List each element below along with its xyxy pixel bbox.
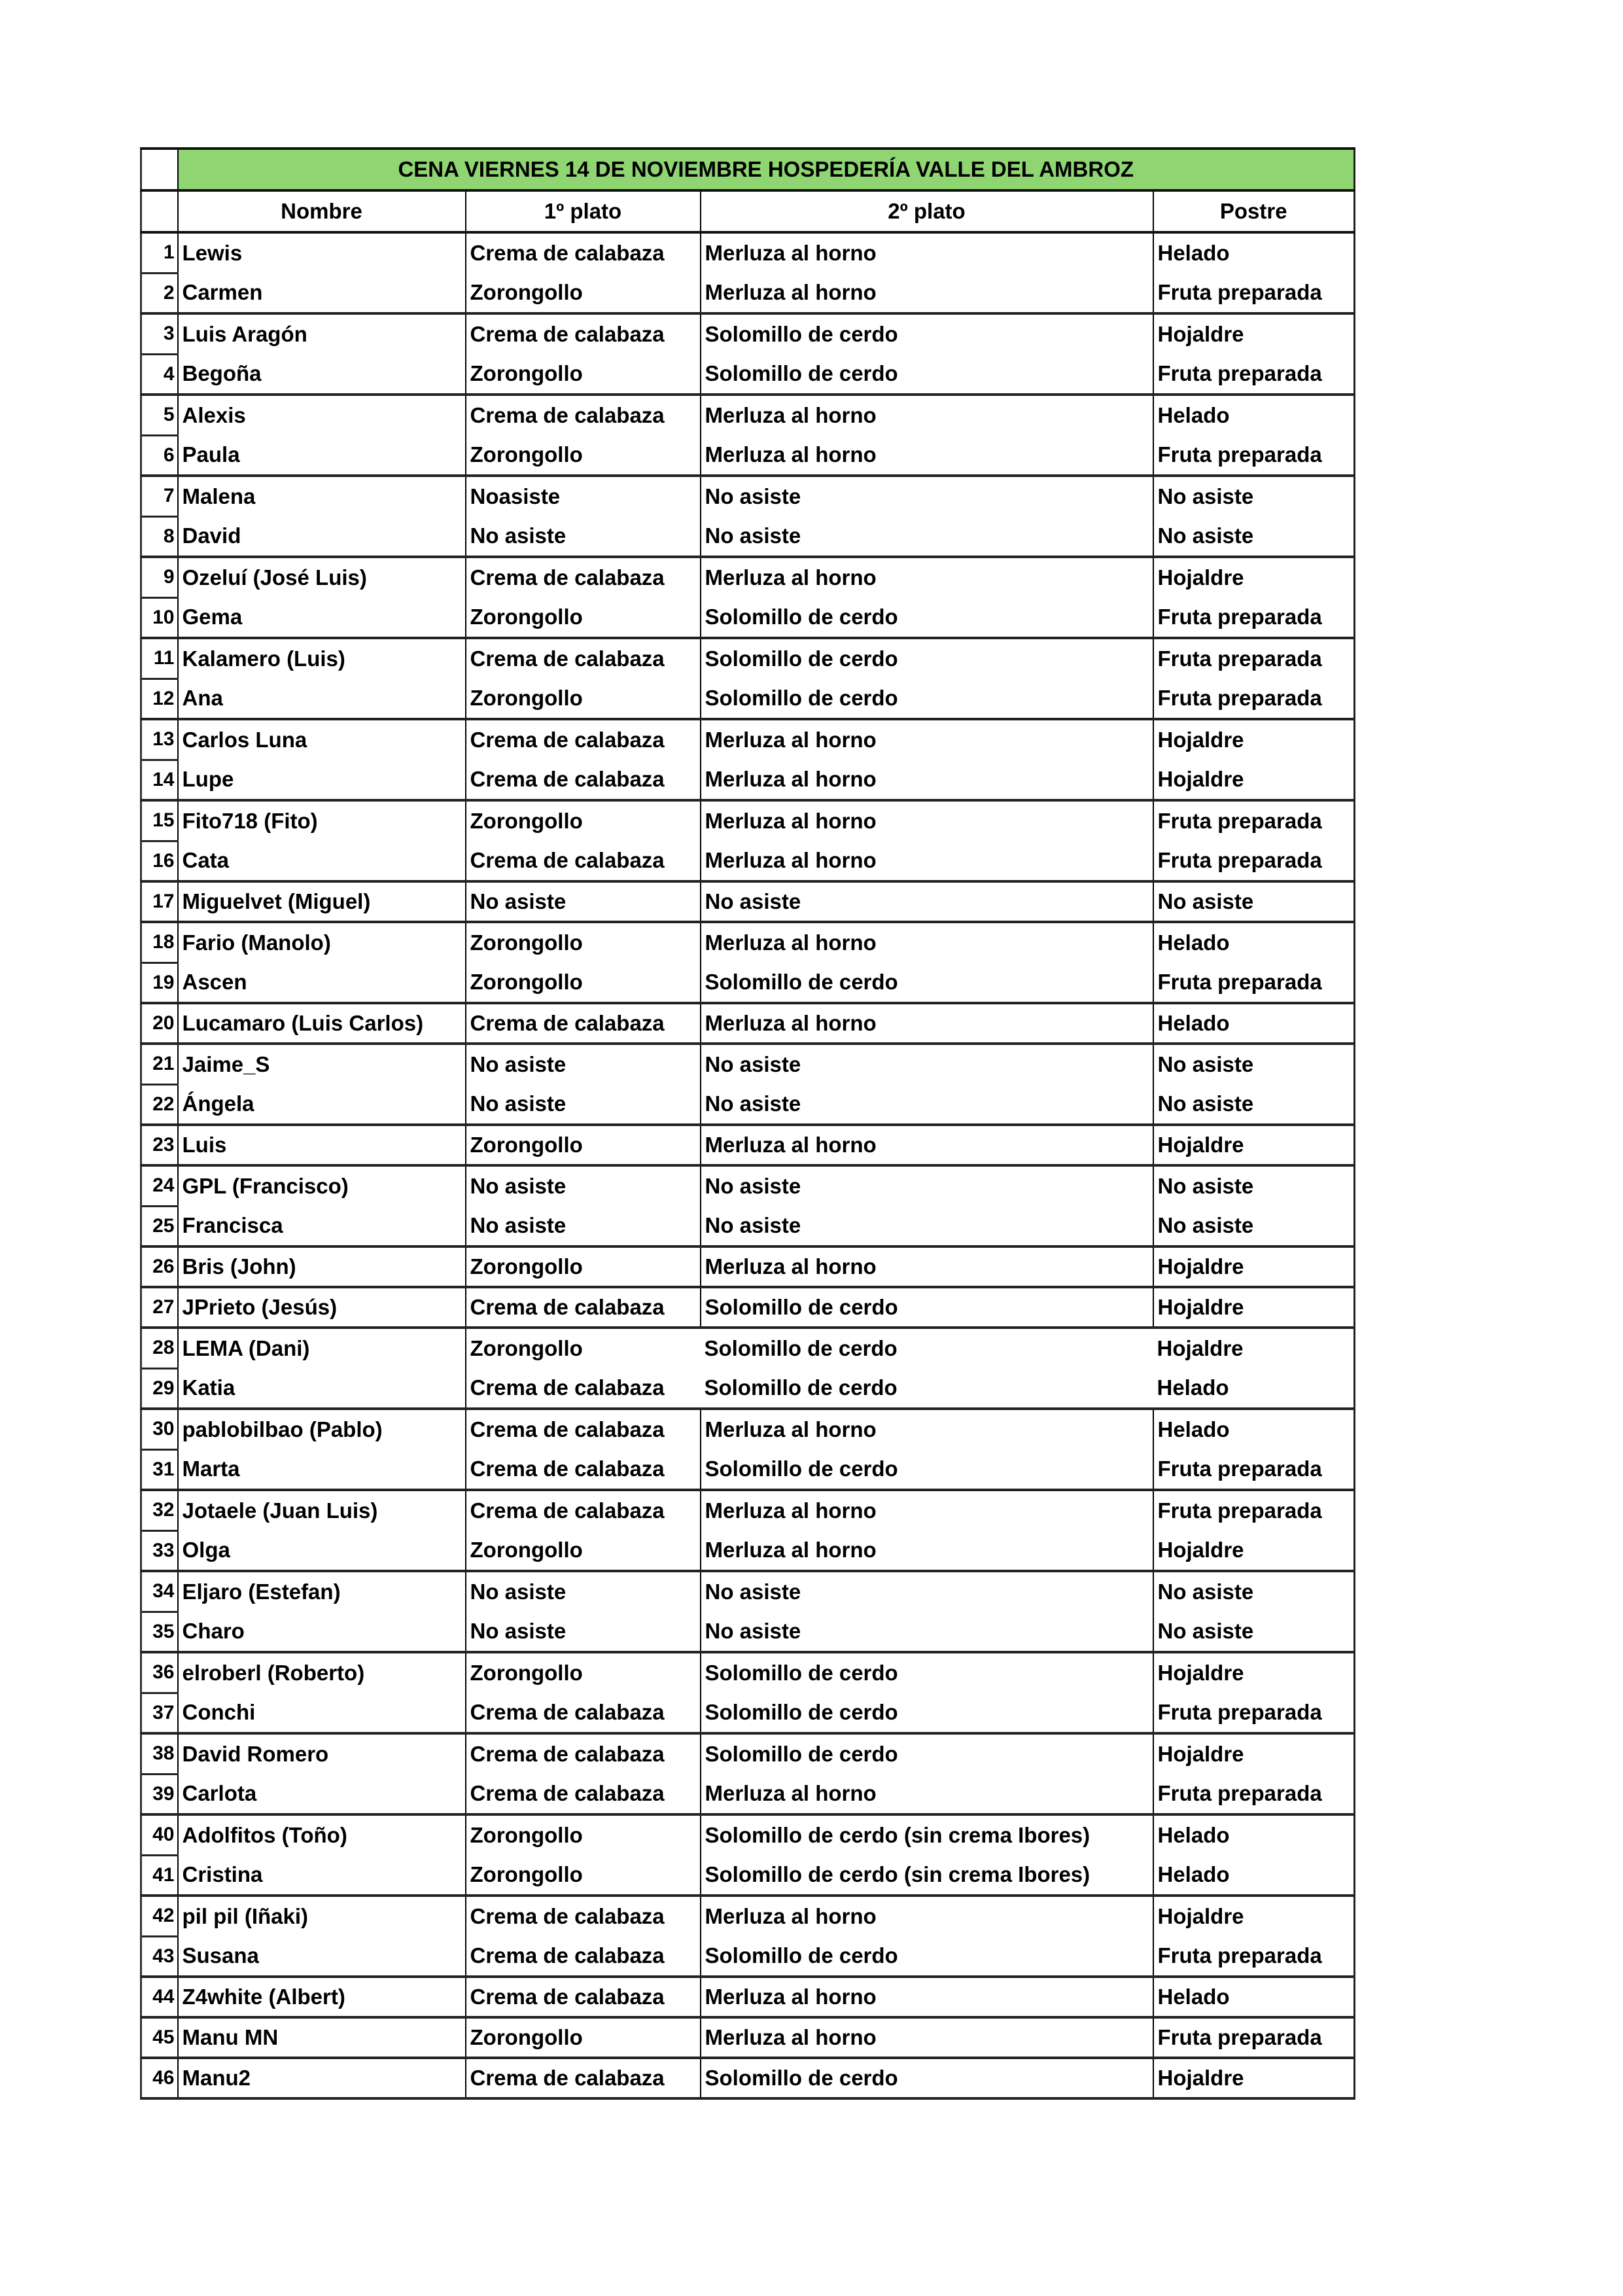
first-course-cell: Crema de calabaza	[466, 1977, 701, 2017]
first-course-cell: Crema de calabaza	[466, 1490, 701, 1530]
name-cell: Ángela	[178, 1084, 466, 1125]
second-course-cell: Merluza al horno	[701, 232, 1153, 273]
first-course-cell: Zorongollo	[466, 1125, 701, 1165]
first-course-cell: Zorongollo	[466, 1814, 701, 1855]
dessert-cell: Helado	[1153, 1409, 1355, 1449]
table-row	[141, 1490, 1355, 1530]
second-course-cell: Merluza al horno	[701, 1125, 1153, 1165]
row-number: 7	[141, 476, 178, 516]
dessert-cell: Hojaldre	[1153, 1733, 1355, 1774]
dessert-cell: Hojaldre	[1153, 760, 1355, 800]
table-row	[141, 881, 1355, 922]
corner-cell	[141, 149, 178, 190]
table-row	[141, 395, 1355, 435]
row-number: 18	[141, 922, 178, 963]
table-row	[141, 354, 1355, 395]
table-row	[141, 1693, 1355, 1733]
second-course-cell: Merluza al horno	[701, 922, 1153, 963]
second-course-cell: Merluza al horno	[701, 1490, 1153, 1530]
name-cell: Cata	[178, 841, 466, 881]
dessert-cell: No asiste	[1153, 516, 1355, 557]
dessert-cell: Hojaldre	[1153, 1246, 1355, 1287]
name-cell: Fario (Manolo)	[178, 922, 466, 963]
second-course-cell: Merluza al horno	[701, 719, 1153, 760]
table-row	[141, 1084, 1355, 1125]
second-course-cell: Merluza al horno	[701, 1774, 1153, 1814]
row-number: 8	[141, 516, 178, 557]
row-number: 37	[141, 1693, 178, 1733]
name-cell: Miguelvet (Miguel)	[178, 881, 466, 922]
first-course-cell: Crema de calabaza	[466, 1936, 701, 1977]
table-row	[141, 597, 1355, 638]
first-course-cell: Zorongollo	[466, 597, 701, 638]
row-number: 29	[141, 1368, 178, 1409]
second-course-cell: No asiste	[701, 881, 1153, 922]
row-number: 21	[141, 1044, 178, 1084]
first-course-cell: Zorongollo	[466, 1652, 701, 1693]
column-header-row	[141, 190, 1355, 232]
dessert-cell: No asiste	[1153, 1206, 1355, 1246]
dessert-cell: No asiste	[1153, 476, 1355, 516]
row-number: 42	[141, 1896, 178, 1936]
name-cell: LEMA (Dani)	[178, 1328, 466, 1368]
dessert-cell: Fruta preparada	[1153, 273, 1355, 313]
name-cell: Lewis	[178, 232, 466, 273]
table-row	[141, 1246, 1355, 1287]
name-cell: Manu2	[178, 2058, 466, 2098]
row-number: 6	[141, 435, 178, 476]
name-cell: GPL (Francisco)	[178, 1165, 466, 1206]
table-row	[141, 2058, 1355, 2098]
table-body	[141, 232, 1355, 2098]
second-course-cell: Merluza al horno	[701, 1409, 1153, 1449]
row-number: 4	[141, 354, 178, 395]
name-cell: Francisca	[178, 1206, 466, 1246]
first-course-cell: Crema de calabaza	[466, 841, 701, 881]
table-row	[141, 1571, 1355, 1612]
column-header-plato1: 1º plato	[466, 190, 701, 232]
dessert-cell: Fruta preparada	[1153, 1693, 1355, 1733]
dessert-cell: Hojaldre	[1153, 1328, 1355, 1368]
table-row	[141, 1287, 1355, 1328]
table-row	[141, 1003, 1355, 1044]
row-number: 41	[141, 1855, 178, 1896]
name-cell: Ana	[178, 679, 466, 719]
dessert-cell: Helado	[1153, 1368, 1355, 1409]
second-course-cell: No asiste	[701, 1044, 1153, 1084]
table-row	[141, 1125, 1355, 1165]
first-course-cell: Crema de calabaza	[466, 395, 701, 435]
first-course-cell: Zorongollo	[466, 273, 701, 313]
row-number: 36	[141, 1652, 178, 1693]
dessert-cell: Hojaldre	[1153, 1896, 1355, 1936]
second-course-cell: Solomillo de cerdo	[701, 1693, 1153, 1733]
name-cell: pablobilbao (Pablo)	[178, 1409, 466, 1449]
table-row	[141, 1936, 1355, 1977]
name-cell: Olga	[178, 1530, 466, 1571]
name-cell: Carmen	[178, 273, 466, 313]
table-row	[141, 760, 1355, 800]
second-course-cell: Solomillo de cerdo	[701, 354, 1153, 395]
table-row	[141, 516, 1355, 557]
row-number: 26	[141, 1246, 178, 1287]
dessert-cell: Fruta preparada	[1153, 435, 1355, 476]
second-course-cell: Merluza al horno	[701, 1246, 1153, 1287]
first-course-cell: Noasiste	[466, 476, 701, 516]
first-course-cell: Crema de calabaza	[466, 232, 701, 273]
table-row	[141, 1652, 1355, 1693]
table-row	[141, 1612, 1355, 1652]
name-cell: Kalamero (Luis)	[178, 638, 466, 679]
row-number: 44	[141, 1977, 178, 2017]
first-course-cell: Zorongollo	[466, 800, 701, 841]
second-course-cell: Merluza al horno	[701, 435, 1153, 476]
row-number: 40	[141, 1814, 178, 1855]
row-number: 1	[141, 232, 178, 273]
dessert-cell: Fruta preparada	[1153, 1449, 1355, 1490]
dessert-cell: Fruta preparada	[1153, 1936, 1355, 1977]
dessert-cell: Hojaldre	[1153, 1125, 1355, 1165]
second-course-cell: No asiste	[701, 1084, 1153, 1125]
dessert-cell: Hojaldre	[1153, 313, 1355, 354]
second-course-cell: No asiste	[701, 1571, 1153, 1612]
table-row	[141, 1449, 1355, 1490]
dessert-cell: No asiste	[1153, 1044, 1355, 1084]
row-number: 15	[141, 800, 178, 841]
table-row	[141, 1409, 1355, 1449]
name-cell: Katia	[178, 1368, 466, 1409]
name-cell: Gema	[178, 597, 466, 638]
second-course-cell: Merluza al horno	[701, 1530, 1153, 1571]
table-row	[141, 1774, 1355, 1814]
row-number: 10	[141, 597, 178, 638]
name-cell: Charo	[178, 1612, 466, 1652]
second-course-cell: No asiste	[701, 1206, 1153, 1246]
dessert-cell: Fruta preparada	[1153, 2017, 1355, 2058]
row-number: 28	[141, 1328, 178, 1368]
second-course-cell: No asiste	[701, 476, 1153, 516]
name-cell: Eljaro (Estefan)	[178, 1571, 466, 1612]
first-course-cell: Crema de calabaza	[466, 719, 701, 760]
second-course-cell: Solomillo de cerdo	[701, 313, 1153, 354]
first-course-cell: Zorongollo	[466, 1328, 701, 1368]
table-row	[141, 1733, 1355, 1774]
name-cell: Ascen	[178, 963, 466, 1003]
dessert-cell: Fruta preparada	[1153, 1490, 1355, 1530]
second-course-cell: Merluza al horno	[701, 760, 1153, 800]
first-course-cell: Zorongollo	[466, 1246, 701, 1287]
first-course-cell: Zorongollo	[466, 963, 701, 1003]
table-row	[141, 1896, 1355, 1936]
first-course-cell: Zorongollo	[466, 2017, 701, 2058]
name-cell: David	[178, 516, 466, 557]
first-course-cell: No asiste	[466, 1206, 701, 1246]
dessert-cell: No asiste	[1153, 1612, 1355, 1652]
name-cell: Fito718 (Fito)	[178, 800, 466, 841]
dessert-cell: Fruta preparada	[1153, 679, 1355, 719]
dessert-cell: Fruta preparada	[1153, 597, 1355, 638]
dinner-menu-table	[140, 147, 1355, 2100]
row-number: 3	[141, 313, 178, 354]
second-course-cell: Solomillo de cerdo	[701, 638, 1153, 679]
first-course-cell: Zorongollo	[466, 1530, 701, 1571]
name-cell: Marta	[178, 1449, 466, 1490]
table-row	[141, 800, 1355, 841]
second-course-cell: Solomillo de cerdo (sin crema Ibores)	[701, 1855, 1153, 1896]
second-course-cell: Merluza al horno	[701, 395, 1153, 435]
dessert-cell: Hojaldre	[1153, 1652, 1355, 1693]
table-row	[141, 1855, 1355, 1896]
second-course-cell: No asiste	[701, 1612, 1153, 1652]
name-cell: Manu MN	[178, 2017, 466, 2058]
row-number: 5	[141, 395, 178, 435]
name-cell: Luis Aragón	[178, 313, 466, 354]
row-number: 43	[141, 1936, 178, 1977]
second-course-cell: Merluza al horno	[701, 2017, 1153, 2058]
table-row	[141, 557, 1355, 597]
dessert-cell: Helado	[1153, 1003, 1355, 1044]
name-cell: Begoña	[178, 354, 466, 395]
table-row	[141, 273, 1355, 313]
name-cell: elroberl (Roberto)	[178, 1652, 466, 1693]
row-number: 31	[141, 1449, 178, 1490]
second-course-cell: Solomillo de cerdo	[701, 679, 1153, 719]
name-cell: Paula	[178, 435, 466, 476]
first-course-cell: Zorongollo	[466, 679, 701, 719]
column-header-postre: Postre	[1153, 190, 1355, 232]
name-cell: David Romero	[178, 1733, 466, 1774]
dessert-cell: Hojaldre	[1153, 1287, 1355, 1328]
first-course-cell: Crema de calabaza	[466, 557, 701, 597]
name-cell: Malena	[178, 476, 466, 516]
row-number: 35	[141, 1612, 178, 1652]
dessert-cell: Fruta preparada	[1153, 638, 1355, 679]
row-number: 11	[141, 638, 178, 679]
table-row	[141, 841, 1355, 881]
first-course-cell: Crema de calabaza	[466, 638, 701, 679]
name-cell: Lucamaro (Luis Carlos)	[178, 1003, 466, 1044]
second-course-cell: Solomillo de cerdo	[704, 1375, 898, 1400]
table-row	[141, 1977, 1355, 2017]
name-cell: Jotaele (Juan Luis)	[178, 1490, 466, 1530]
table-row	[141, 719, 1355, 760]
dessert-cell: Fruta preparada	[1153, 963, 1355, 1003]
dessert-cell: No asiste	[1153, 1084, 1355, 1125]
second-course-cell: Merluza al horno	[701, 557, 1153, 597]
second-course-cell: Merluza al horno	[701, 273, 1153, 313]
row-number: 12	[141, 679, 178, 719]
first-course-cell: Crema de calabaza	[466, 1368, 701, 1409]
second-course-cell: No asiste	[701, 1165, 1153, 1206]
dessert-cell: Helado	[1153, 922, 1355, 963]
table-row	[141, 963, 1355, 1003]
row-number: 14	[141, 760, 178, 800]
row-number: 22	[141, 1084, 178, 1125]
second-course-cell: Solomillo de cerdo	[701, 1936, 1153, 1977]
second-course-cell: Merluza al horno	[701, 1977, 1153, 2017]
dessert-cell: Helado	[1153, 232, 1355, 273]
second-course-cell: Solomillo de cerdo	[701, 1733, 1153, 1774]
name-cell: Adolfitos (Toño)	[178, 1814, 466, 1855]
table-row	[141, 1044, 1355, 1084]
table-row	[141, 232, 1355, 273]
name-cell: Conchi	[178, 1693, 466, 1733]
row-number: 23	[141, 1125, 178, 1165]
first-course-cell: No asiste	[466, 1084, 701, 1125]
dessert-cell: Fruta preparada	[1153, 1774, 1355, 1814]
table-row	[141, 435, 1355, 476]
name-cell: Jaime_S	[178, 1044, 466, 1084]
dessert-cell: Hojaldre	[1153, 719, 1355, 760]
first-course-cell: Zorongollo	[466, 354, 701, 395]
first-course-cell: Crema de calabaza	[466, 1287, 701, 1328]
table-row	[141, 1814, 1355, 1855]
first-course-cell: Crema de calabaza	[466, 1693, 701, 1733]
dessert-cell: Fruta preparada	[1153, 800, 1355, 841]
row-number: 39	[141, 1774, 178, 1814]
table-row	[141, 313, 1355, 354]
second-course-cell: Solomillo de cerdo	[701, 2058, 1153, 2098]
first-course-cell: No asiste	[466, 1571, 701, 1612]
table-row	[141, 1165, 1355, 1206]
name-cell: Luis	[178, 1125, 466, 1165]
row-number: 33	[141, 1530, 178, 1571]
first-course-cell: Zorongollo	[466, 1855, 701, 1896]
table-row	[141, 476, 1355, 516]
sheet-title: CENA VIERNES 14 DE NOVIEMBRE HOSPEDERÍA VALLE DEL AMBROZ	[178, 149, 1355, 190]
first-course-cell: Crema de calabaza	[466, 313, 701, 354]
name-cell: pil pil (Iñaki)	[178, 1896, 466, 1936]
first-course-cell: Crema de calabaza	[466, 1733, 701, 1774]
row-number: 13	[141, 719, 178, 760]
second-course-cell: No asiste	[701, 516, 1153, 557]
dessert-cell: Helado	[1153, 395, 1355, 435]
row-number: 17	[141, 881, 178, 922]
first-course-cell: Zorongollo	[466, 435, 701, 476]
dessert-cell: Helado	[1153, 1977, 1355, 2017]
second-course-cell: Merluza al horno	[701, 800, 1153, 841]
first-course-cell: Zorongollo	[466, 922, 701, 963]
title-row	[141, 149, 1355, 190]
dessert-cell: Fruta preparada	[1153, 841, 1355, 881]
name-cell: Bris (John)	[178, 1246, 466, 1287]
row-number: 38	[141, 1733, 178, 1774]
dessert-cell: Hojaldre	[1153, 557, 1355, 597]
dessert-cell: Helado	[1153, 1855, 1355, 1896]
table-row	[141, 1328, 1355, 1368]
row-number: 2	[141, 273, 178, 313]
first-course-cell: No asiste	[466, 1044, 701, 1084]
second-course-cell: Merluza al horno	[701, 1896, 1153, 1936]
second-course-cell: Solomillo de cerdo	[701, 1449, 1153, 1490]
table-row	[141, 679, 1355, 719]
dessert-cell: No asiste	[1153, 881, 1355, 922]
first-course-cell: No asiste	[466, 881, 701, 922]
dessert-cell: Helado	[1153, 1814, 1355, 1855]
table-row	[141, 2017, 1355, 2058]
first-course-cell: Crema de calabaza	[466, 1003, 701, 1044]
second-course-cell: Solomillo de cerdo (sin crema Ibores)	[701, 1814, 1153, 1855]
first-course-cell: No asiste	[466, 1612, 701, 1652]
first-course-cell: Crema de calabaza	[466, 2058, 701, 2098]
second-course-cell: Solomillo de cerdo	[701, 597, 1153, 638]
dessert-cell: Hojaldre	[1153, 1530, 1355, 1571]
row-number: 27	[141, 1287, 178, 1328]
first-course-cell: Crema de calabaza	[466, 1449, 701, 1490]
dessert-cell: Hojaldre	[1153, 2058, 1355, 2098]
table-row	[141, 922, 1355, 963]
second-course-cell: Solomillo de cerdo	[701, 1328, 1153, 1368]
row-number: 9	[141, 557, 178, 597]
first-course-cell: No asiste	[466, 1165, 701, 1206]
name-cell: Alexis	[178, 395, 466, 435]
first-course-cell: Crema de calabaza	[466, 1896, 701, 1936]
row-number: 46	[141, 2058, 178, 2098]
name-cell: Carlota	[178, 1774, 466, 1814]
row-number: 24	[141, 1165, 178, 1206]
row-number: 19	[141, 963, 178, 1003]
table-row	[141, 1206, 1355, 1246]
row-number: 25	[141, 1206, 178, 1246]
table-row	[141, 1368, 1355, 1409]
second-course-cell: Solomillo de cerdo	[701, 1652, 1153, 1693]
second-course-cell: Solomillo de cerdo	[701, 1287, 1153, 1328]
row-number: 20	[141, 1003, 178, 1044]
second-course-cell: Solomillo de cerdo	[701, 963, 1153, 1003]
name-cell: Susana	[178, 1936, 466, 1977]
first-course-cell: No asiste	[466, 516, 701, 557]
table-row	[141, 1530, 1355, 1571]
row-number: 34	[141, 1571, 178, 1612]
first-course-cell: Crema de calabaza	[466, 1774, 701, 1814]
name-cell: Lupe	[178, 760, 466, 800]
name-cell: Ozeluí (José Luis)	[178, 557, 466, 597]
second-course-cell: Merluza al horno	[701, 1003, 1153, 1044]
name-cell: Cristina	[178, 1855, 466, 1896]
row-number: 16	[141, 841, 178, 881]
row-number: 32	[141, 1490, 178, 1530]
name-cell: Z4white (Albert)	[178, 1977, 466, 2017]
row-number: 45	[141, 2017, 178, 2058]
first-course-cell: Crema de calabaza	[466, 760, 701, 800]
first-course-cell: Crema de calabaza	[466, 1409, 701, 1449]
column-header-plato2: 2º plato	[701, 190, 1153, 232]
second-course-cell: Merluza al horno	[701, 841, 1153, 881]
row-number: 30	[141, 1409, 178, 1449]
column-header-nombre: Nombre	[178, 190, 466, 232]
dessert-cell: No asiste	[1153, 1571, 1355, 1612]
column-header-number	[141, 190, 178, 232]
dessert-cell: Fruta preparada	[1153, 354, 1355, 395]
name-cell: Carlos Luna	[178, 719, 466, 760]
name-cell: JPrieto (Jesús)	[178, 1287, 466, 1328]
table-row	[141, 638, 1355, 679]
dessert-cell: No asiste	[1153, 1165, 1355, 1206]
